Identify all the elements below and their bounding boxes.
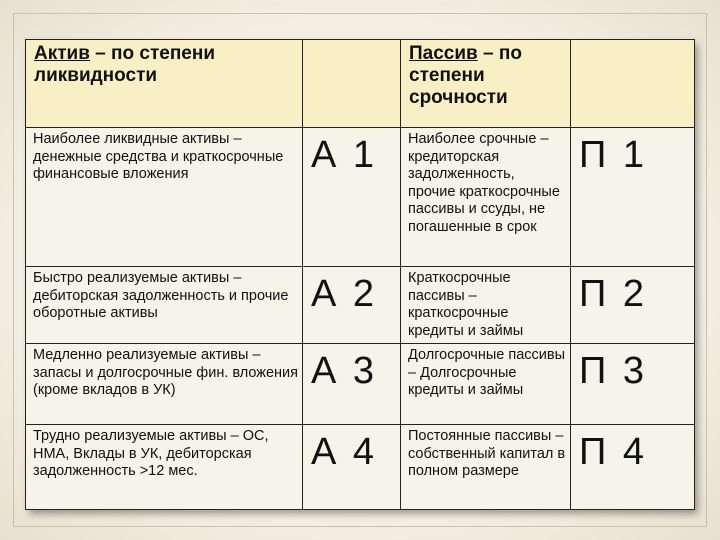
header-liabilities-cell	[401, 40, 571, 128]
asset-desc: Быстро реализуемые активы – дебиторская задолженность и прочие оборотные активы	[33, 270, 289, 321]
header-liabilities-key: Пассив	[409, 43, 478, 64]
liability-code: П 4	[579, 431, 648, 473]
header-assets-cell	[26, 40, 303, 128]
asset-code: А 1	[311, 134, 378, 176]
liability-code: П 2	[579, 273, 648, 315]
asset-desc: Трудно реализуемые активы – ОС, НМА, Вклады в УК, дебиторская задолженность >12 мес.	[33, 428, 269, 479]
header-assets-rest: – по степени ликвидности	[34, 43, 216, 86]
asset-desc-cell	[26, 425, 303, 510]
liability-desc: Постоянные пассивы – собственный капитал в полном размере	[408, 428, 566, 479]
asset-desc: Наиболее ликвидные активы – денежные средства и краткосрочные финансовые вложения	[33, 131, 284, 182]
asset-desc: Медленно реализуемые активы – запасы и долгосрочные фин. вложения (кроме вкладов в УК)	[33, 347, 299, 398]
asset-desc-cell	[26, 128, 303, 267]
liability-desc: Краткосрочные пассивы – краткосрочные кредиты и займы	[408, 270, 524, 339]
liability-desc: Долгосрочные пассивы – Долгосрочные кредиты и займы	[408, 347, 566, 398]
header-assets-text	[26, 40, 302, 87]
asset-code: А 2	[311, 273, 378, 315]
liability-code-cell	[571, 267, 695, 344]
liability-code: П 1	[579, 134, 648, 176]
liability-desc-cell	[401, 128, 571, 267]
asset-code-cell	[303, 267, 401, 344]
header-empty-cell-1	[303, 40, 401, 128]
liquidity-table	[25, 39, 695, 510]
liability-code-cell	[571, 344, 695, 425]
liability-code-cell	[571, 128, 695, 267]
header-liabilities-rest: – по степени срочности	[409, 43, 522, 108]
table-header-row	[26, 40, 695, 128]
liability-desc-cell	[401, 344, 571, 425]
header-assets-key: Актив	[34, 43, 90, 64]
asset-desc-cell	[26, 267, 303, 344]
liability-code-cell	[571, 425, 695, 510]
asset-code-cell	[303, 128, 401, 267]
liability-desc-cell	[401, 267, 571, 344]
table-row	[26, 425, 695, 510]
asset-code-cell	[303, 344, 401, 425]
table-row	[26, 344, 695, 425]
liability-desc: Наиболее срочные – кредиторская задолженность, прочие краткосрочные пассивы и ссуды, не погашенные в срок	[408, 131, 560, 235]
table-row	[26, 128, 695, 267]
asset-code-cell	[303, 425, 401, 510]
liability-code: П 3	[579, 350, 648, 392]
asset-code: А 4	[311, 431, 378, 473]
liability-desc-cell	[401, 425, 571, 510]
header-liabilities-text	[401, 40, 570, 109]
asset-code: А 3	[311, 350, 378, 392]
header-empty-cell-2	[571, 40, 695, 128]
asset-desc-cell	[26, 344, 303, 425]
table-row	[26, 267, 695, 344]
liquidity-table-wrapper	[25, 39, 694, 509]
